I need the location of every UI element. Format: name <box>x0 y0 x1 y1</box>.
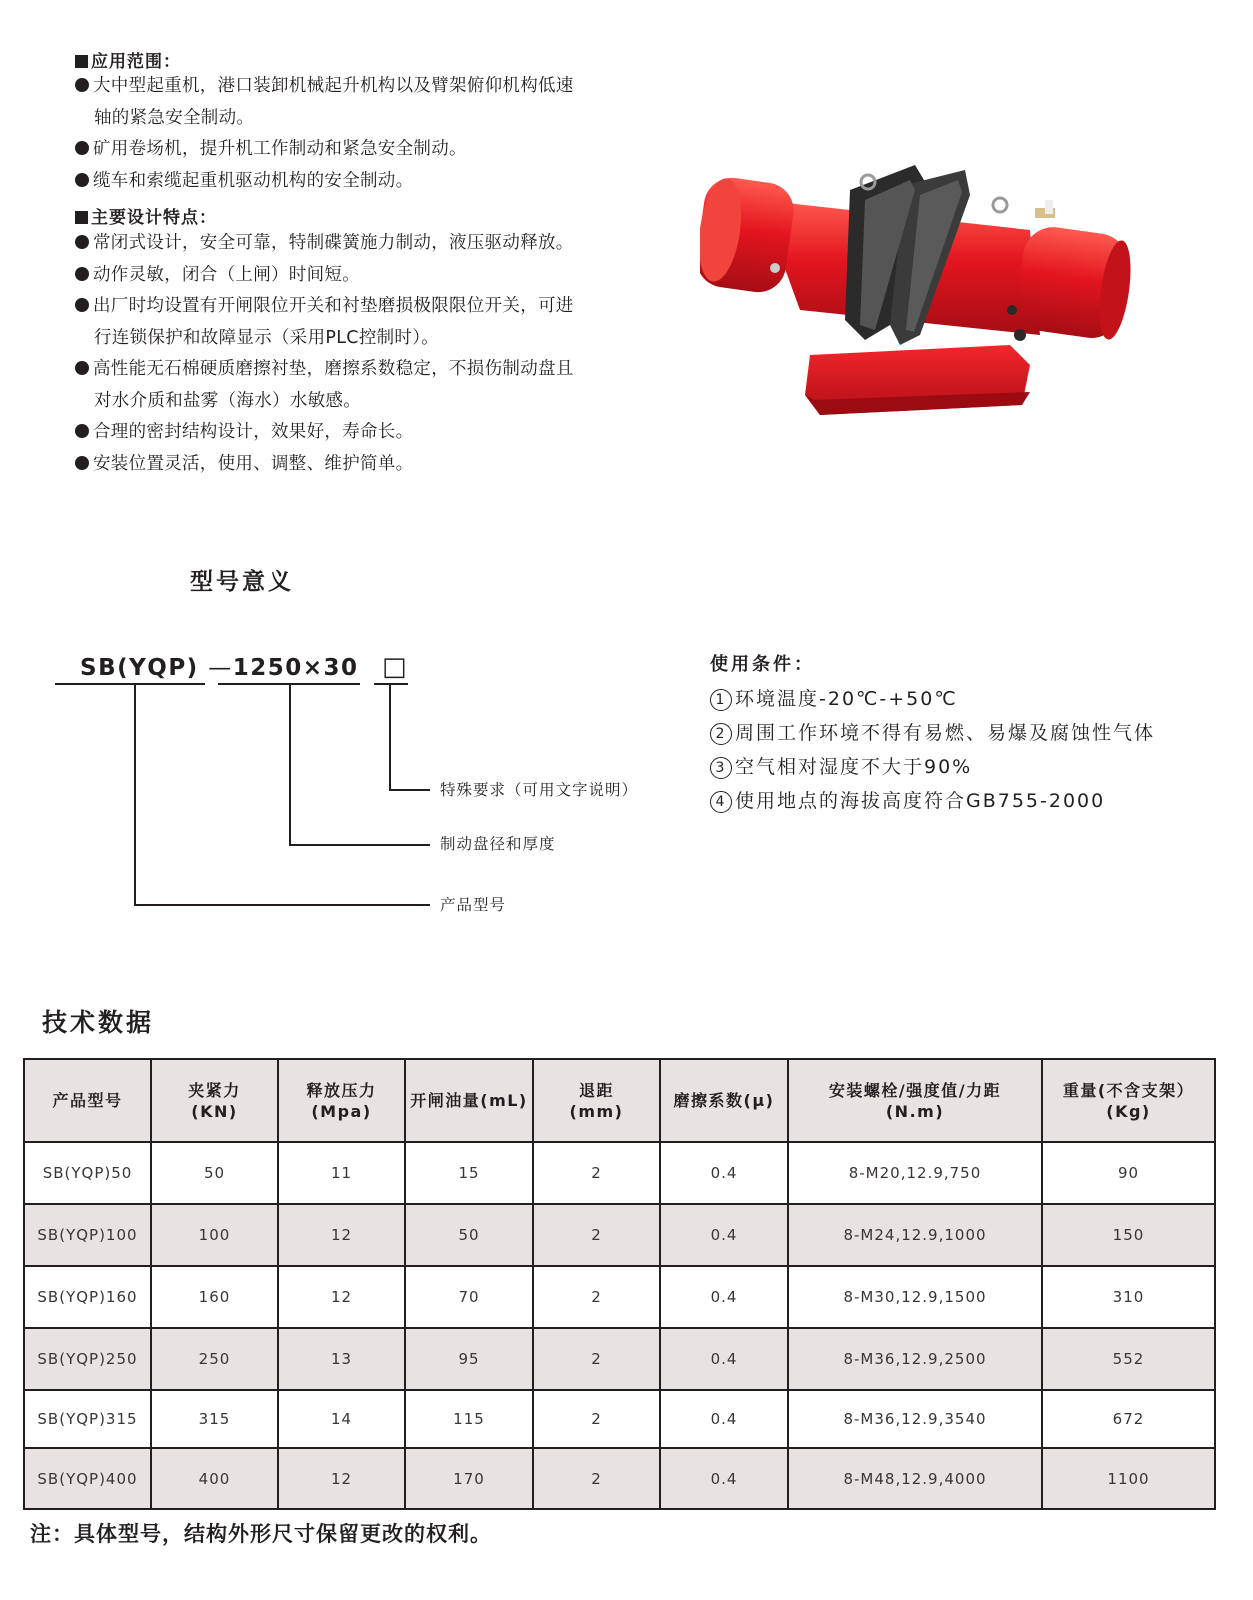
model-code <box>80 652 408 682</box>
table-cell: 70 <box>405 1266 533 1328</box>
application-item-line: 矿用卷场机，提升机工作制动和紧急安全制动。 <box>75 134 574 166</box>
feature-item <box>75 449 574 481</box>
table-row <box>24 1448 1215 1509</box>
table-header-row <box>24 1059 1215 1142</box>
table-cell: 400 <box>151 1448 278 1509</box>
table-header-cell: 退距 (mm) <box>533 1059 660 1142</box>
table-cell: 160 <box>151 1266 278 1328</box>
table-header-cell: 开闸油量(mL) <box>405 1059 533 1142</box>
callout-special-requirements: 特殊要求（可用文字说明） <box>440 781 639 799</box>
table-row <box>24 1142 1215 1204</box>
table-cell: 0.4 <box>660 1328 788 1390</box>
bullet-dot-icon <box>75 78 89 92</box>
table-header-cell: 夹紧力 (KN) <box>151 1059 278 1142</box>
table-cell: SB(YQP)250 <box>24 1328 151 1390</box>
model-code-size: 1250×30 <box>232 655 359 681</box>
bullet-dot-icon <box>75 173 89 187</box>
circled-number-icon: 1 <box>710 689 732 711</box>
table-cell: 2 <box>533 1142 660 1204</box>
features-heading: 主要设计特点： <box>75 203 217 228</box>
square-bullet-icon <box>75 55 88 68</box>
feature-item-line: 常闭式设计，安全可靠，特制碟簧施力制动，液压驱动释放。 <box>75 228 574 260</box>
table-cell: 2 <box>533 1390 660 1448</box>
table-cell: 115 <box>405 1390 533 1448</box>
callout-product-model: 产品型号 <box>440 896 507 914</box>
brake-caliper-image <box>700 160 1140 425</box>
application-heading: 应用范围： <box>75 47 181 72</box>
circled-number-icon: 4 <box>710 791 732 813</box>
table-cell: 2 <box>533 1204 660 1266</box>
application-list <box>75 71 574 197</box>
bullet-dot-icon <box>75 361 89 375</box>
table-cell: 315 <box>151 1390 278 1448</box>
table-cell: 2 <box>533 1328 660 1390</box>
feature-item <box>75 228 574 260</box>
model-code-dash: — <box>208 655 233 681</box>
table-cell: 15 <box>405 1142 533 1204</box>
condition-item: 4 使用地点的海拔高度符合GB755-2000 <box>710 784 1155 818</box>
table-cell: 13 <box>278 1328 405 1390</box>
feature-item <box>75 291 574 354</box>
table-cell: 250 <box>151 1328 278 1390</box>
bullet-dot-icon <box>75 141 89 155</box>
application-item-line: 缆车和索缆起重机驱动机构的安全制动。 <box>75 166 574 198</box>
feature-item-line: 高性能无石棉硬质磨擦衬垫，磨擦系数稳定，不损伤制动盘且 <box>75 354 574 386</box>
circled-number-icon: 3 <box>710 757 732 779</box>
callout-disc-size: 制动盘径和厚度 <box>440 835 556 853</box>
table-cell: 672 <box>1042 1390 1215 1448</box>
table-cell: 8-M30,12.9,1500 <box>788 1266 1042 1328</box>
table-cell: 2 <box>533 1448 660 1509</box>
table-cell: SB(YQP)50 <box>24 1142 151 1204</box>
table-row <box>24 1204 1215 1266</box>
application-item-line: 轴的紧急安全制动。 <box>94 107 255 128</box>
table-cell: SB(YQP)315 <box>24 1390 151 1448</box>
table-header-cell: 产品型号 <box>24 1059 151 1142</box>
table-header-cell: 重量(不含支架） (Kg) <box>1042 1059 1215 1142</box>
table-cell: 150 <box>1042 1204 1215 1266</box>
model-meaning-title: 型号意义 <box>190 569 294 595</box>
bullet-dot-icon <box>75 456 89 470</box>
bullet-dot-icon <box>75 267 89 281</box>
table-cell: SB(YQP)100 <box>24 1204 151 1266</box>
bullet-dot-icon <box>75 298 89 312</box>
feature-item-line: 合理的密封结构设计，效果好，寿命长。 <box>75 417 574 449</box>
feature-item <box>75 260 574 292</box>
table-cell: 95 <box>405 1328 533 1390</box>
feature-item-line: 动作灵敏，闭合（上闸）时间短。 <box>75 260 574 292</box>
table-cell: 8-M24,12.9,1000 <box>788 1204 1042 1266</box>
application-item-line: 大中型起重机，港口装卸机械起升机构以及臂架俯仰机构低速 <box>75 71 574 103</box>
feature-item <box>75 354 574 417</box>
table-cell: 8-M36,12.9,2500 <box>788 1328 1042 1390</box>
bullet-dot-icon <box>75 424 89 438</box>
table-cell: 14 <box>278 1390 405 1448</box>
table-cell: 310 <box>1042 1266 1215 1328</box>
condition-item: 3 空气相对湿度不大于90% <box>710 750 1155 784</box>
table-cell: 0.4 <box>660 1266 788 1328</box>
table-row <box>24 1390 1215 1448</box>
application-item <box>75 166 574 198</box>
table-cell: 12 <box>278 1204 405 1266</box>
condition-item: 1 环境温度-20℃-+50℃ <box>710 682 1155 716</box>
table-header-cell: 磨擦系数(μ) <box>660 1059 788 1142</box>
table-cell: 100 <box>151 1204 278 1266</box>
bullet-dot-icon <box>75 235 89 249</box>
feature-item-line: 安装位置灵活，使用、调整、维护简单。 <box>75 449 574 481</box>
table-cell: 0.4 <box>660 1142 788 1204</box>
table-row <box>24 1266 1215 1328</box>
table-cell: 8-M36,12.9,3540 <box>788 1390 1042 1448</box>
table-cell: 2 <box>533 1266 660 1328</box>
application-item <box>75 71 574 134</box>
table-header-cell: 释放压力 (Mpa) <box>278 1059 405 1142</box>
conditions-heading: 使用条件： <box>710 654 815 675</box>
table-cell: 8-M48,12.9,4000 <box>788 1448 1042 1509</box>
table-cell: 552 <box>1042 1328 1215 1390</box>
table-cell: SB(YQP)400 <box>24 1448 151 1509</box>
footnote: 注：具体型号，结构外形尺寸保留更改的权利。 <box>30 1521 492 1546</box>
tech-data-title: 技术数据 <box>42 1008 155 1037</box>
table-header-cell: 安装螺栓/强度值/力距 (N.m) <box>788 1059 1042 1142</box>
usage-conditions <box>710 650 1155 818</box>
table-row <box>24 1328 1215 1390</box>
table-cell: 8-M20,12.9,750 <box>788 1142 1042 1204</box>
condition-item: 2 周围工作环境不得有易燃、易爆及腐蚀性气体 <box>710 716 1155 750</box>
feature-item-line: 行连锁保护和故障显示（采用PLC控制时）。 <box>94 327 440 348</box>
table-cell: SB(YQP)160 <box>24 1266 151 1328</box>
feature-item-line: 对水介质和盐雾（海水）水敏感。 <box>94 390 361 411</box>
conditions-list <box>710 682 1155 818</box>
table-cell: 170 <box>405 1448 533 1509</box>
table-cell: 12 <box>278 1448 405 1509</box>
model-code-prefix: SB(YQP) <box>80 655 199 681</box>
feature-item <box>75 417 574 449</box>
features-list <box>75 228 574 480</box>
tech-data-table <box>23 1058 1216 1510</box>
feature-item-line: 出厂时均设置有开闸限位开关和衬垫磨损极限限位开关，可进 <box>75 291 574 323</box>
table-cell: 0.4 <box>660 1448 788 1509</box>
application-item <box>75 134 574 166</box>
table-cell: 0.4 <box>660 1204 788 1266</box>
table-cell: 50 <box>405 1204 533 1266</box>
table-cell: 1100 <box>1042 1448 1215 1509</box>
table-cell: 0.4 <box>660 1390 788 1448</box>
model-code-box: □ <box>382 652 409 682</box>
table-cell: 12 <box>278 1266 405 1328</box>
square-bullet-icon <box>75 211 88 224</box>
table-cell: 50 <box>151 1142 278 1204</box>
circled-number-icon: 2 <box>710 723 732 745</box>
table-cell: 90 <box>1042 1142 1215 1204</box>
table-cell: 11 <box>278 1142 405 1204</box>
